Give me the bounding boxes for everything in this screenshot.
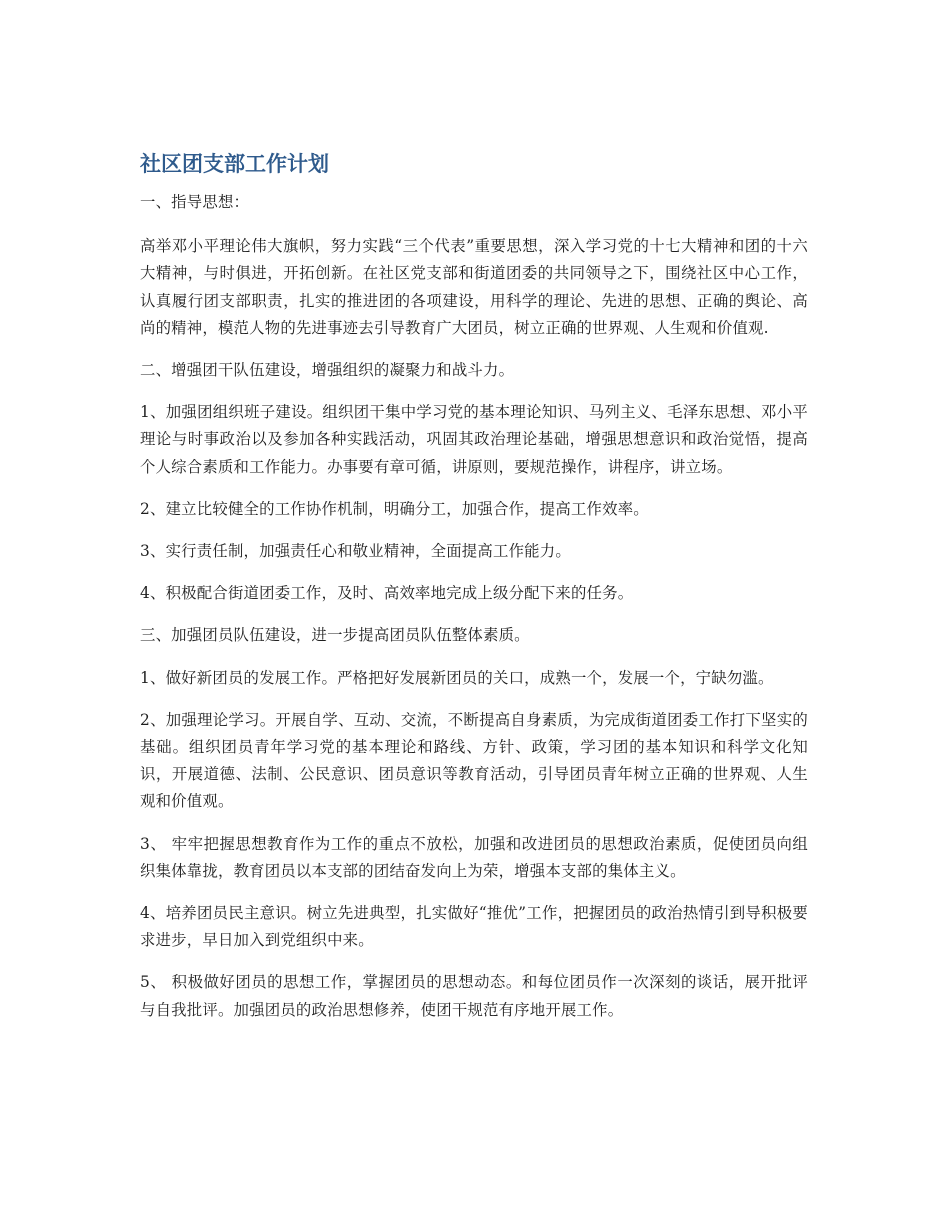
paragraph: 4、培养团员民主意识。树立先进典型，扎实做好“推优”工作，把握团员的政治热情引到导积极要求进步，早日加入到党组织中来。 bbox=[140, 904, 808, 950]
paragraph: 4、积极配合街道团委工作，及时、高效率地完成上级分配下来的任务。 bbox=[140, 584, 634, 603]
paragraph: 2、建立比较健全的工作协作机制，明确分工，加强合作，提高工作效率。 bbox=[140, 499, 649, 518]
document-title: 社区团支部工作计划 bbox=[140, 152, 329, 176]
paragraph: 1、加强团组织班子建设。组织团干集中学习党的基本理论知识、马列主义、毛泽东思想、邓小平理论与时事政治以及参加各种实践活动，巩固其政治理论基础，增强思想意识和政治觉悟，提高个人综合素质和工作能力。办事要有章可循，讲原则，要规范操作，讲程序，讲立场。 bbox=[140, 403, 808, 476]
paragraph: 5、 积极做好团员的思想工作，掌握团员的思想动态。和每位团员作一次深刻的谈话，展开批评与自我批评。加强团员的政治思想修养，使团干规范有序地开展工作。 bbox=[140, 973, 808, 1019]
paragraph: 3、实行责任制，加强责任心和敬业精神，全面提高工作能力。 bbox=[140, 542, 571, 561]
paragraph: 1、做好新团员的发展工作。严格把好发展新团员的关口，成熟一个，发展一个，宁缺勿滥。 bbox=[140, 668, 774, 687]
paragraph: 高举邓小平理论伟大旗帜，努力实践“三个代表”重要思想，深入学习党的十七大精神和团的十六大精神，与时俱进，开拓创新。在社区党支部和街道团委的共同领导之下，围绕社区中心工作，认真履行团支部职责，扎实的推进团的各项建设，用科学的理论、先进的思想、正确的舆论、高尚的精神，模范人物的先进事迹去引导教育广大团员，树立正确的世界观、人生观和价值观. bbox=[140, 237, 808, 337]
paragraph: 3、 牢牢把握思想教育作为工作的重点不放松，加强和改进团员的思想政治素质，促使团员向组织集体靠拢，教育团员以本支部的团结奋发向上为荣，增强本支部的集体主义。 bbox=[140, 834, 808, 880]
section-heading-guiding-ideology: 一、指导思想： bbox=[140, 193, 250, 211]
section-heading-member-team: 三、加强团员队伍建设，进一步提高团员队伍整体素质。 bbox=[140, 626, 530, 645]
paragraph: 2、加强理论学习。开展自学、互动、交流，不断提高自身素质，为完成街道团委工作打下坚实的基础。组织团员青年学习党的基本理论和路线、方针、政策，学习团的基本知识和科学文化知识，开展道德、法制、公民意识、团员意识等教育活动，引导团员青年树立正确的世界观、人生观和价值观。 bbox=[140, 710, 808, 811]
document-page bbox=[140, 148, 808, 1039]
section-heading-cadre-team: 二、增强团干队伍建设，增强组织的凝聚力和战斗力。 bbox=[140, 361, 515, 380]
